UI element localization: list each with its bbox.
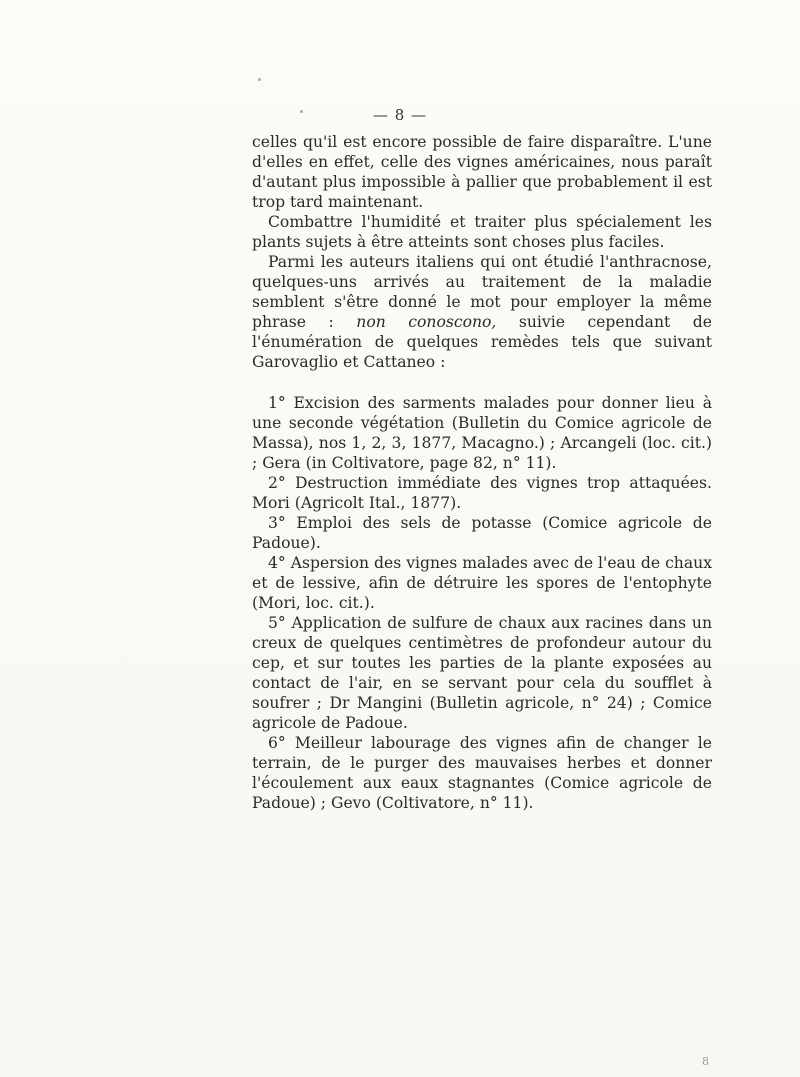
remedy-item-3: 3° Emploi des sels de potasse (Comice agricole de Padoue). xyxy=(252,514,712,552)
paragraph-2: Combattre l'humidité et traiter plus spécialement les plants sujets à être atteints sont choses plus faciles. xyxy=(252,213,712,251)
remedy-item-4: 4° Aspersion des vignes malades avec de l'eau de chaux et de lessive, afin de détruire les spores de l'entophyte (Mori, loc. cit.). xyxy=(252,554,712,612)
paragraph-1: celles qu'il est encore possible de faire disparaître. L'une d'elles en effet, celle des vignes américaines, nous paraît d'autant plus impossible à pallier que probablement il est trop tard maintenant. xyxy=(252,133,712,211)
paragraph-gap xyxy=(252,372,712,393)
body-text xyxy=(252,132,712,813)
remedy-item-5: 5° Application de sulfure de chaux aux racines dans un creux de quelques centimètres de profondeur autour du cep, et sur toutes les parties de la plante exposées au contact de l'air, en se servant pour cela du soufflet à soufrer ; Dr Mangini (Bulletin agricole, n° 24) ; Comice agricole de Padoue. xyxy=(252,614,712,732)
paper-speck xyxy=(300,110,303,113)
remedy-item-1: 1° Excision des sarments malades pour donner lieu à une seconde végétation (Bulletin du Comice agricole de Massa), nos 1, 2, 3, 1877, Macagno.) ; Arcangeli (loc. cit.) ; Gera (in Coltivatore, page 82, n° 11). xyxy=(252,394,712,472)
page-number: — 8 — xyxy=(372,106,428,124)
paragraph-3-text-before: Parmi les auteurs italiens qui ont étudié l'anthracnose, quelques-uns arrivés au traitement de la maladie semblent s'être donné le mot pour employer la même phrase : xyxy=(252,253,712,331)
remedy-item-2: 2° Destruction immédiate des vignes trop attaquées. Mori (Agricolt Ital., 1877). xyxy=(252,474,712,512)
paragraph-3 xyxy=(252,252,712,372)
footer-page-number: 8 xyxy=(702,1055,709,1068)
remedy-item-6: 6° Meilleur labourage des vignes afin de changer le terrain, de le purger des mauvaises herbes et donner l'écoulement aux eaux stagnantes (Comice agricole de Padoue) ; Gevo (Coltivatore, n° 11). xyxy=(252,734,712,812)
paper-speck xyxy=(258,78,261,81)
paragraph-3-italic-phrase: non conoscono, xyxy=(356,313,497,331)
paragraph-3-text-after: suivie cependant de l'énumération de quelques remèdes tels que suivant Garovaglio et Cattaneo : xyxy=(252,313,712,371)
